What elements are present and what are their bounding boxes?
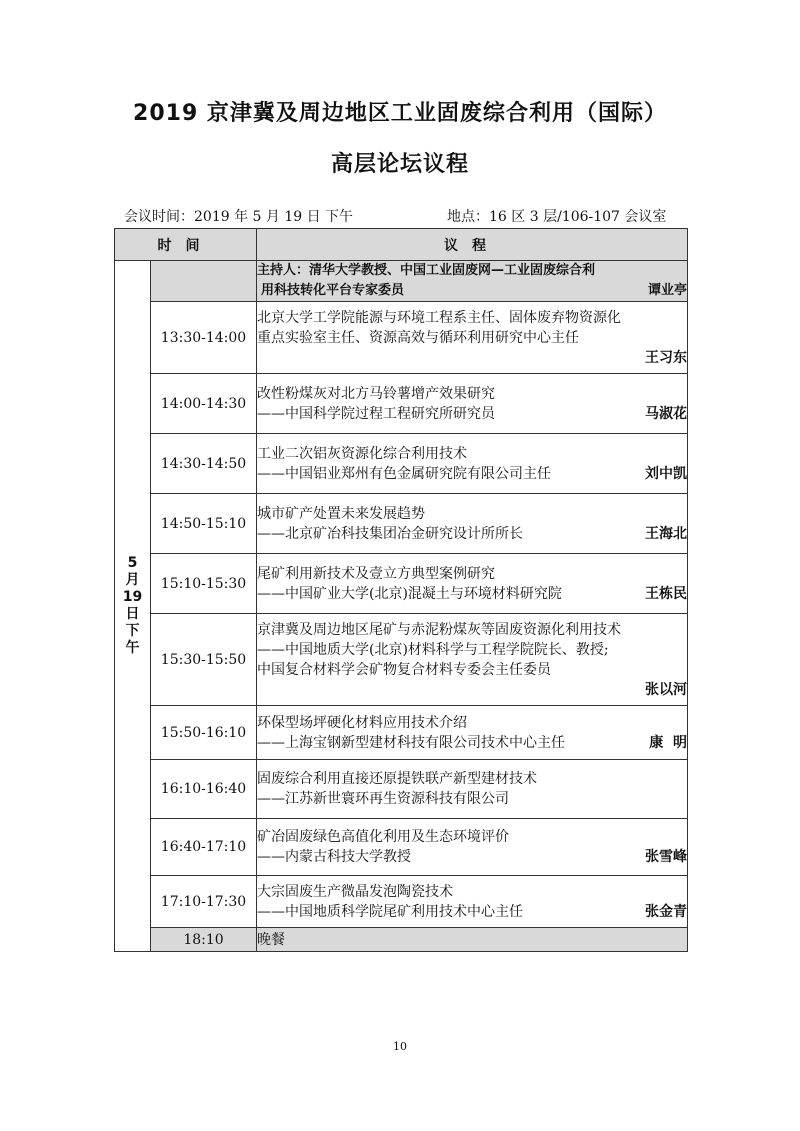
session-content	[257, 819, 688, 876]
session-line: 城市矿产处置未来发展趋势	[257, 505, 425, 522]
table-row	[115, 302, 688, 374]
date-char: 午	[125, 640, 140, 656]
session-speaker: 张雪峰	[645, 849, 687, 865]
session-line: 固废综合利用直接还原提铁联产新型建材技术	[257, 771, 537, 787]
session-time: 15:10-15:30	[151, 554, 257, 614]
session-content	[257, 706, 688, 760]
header-agenda: 议程	[257, 229, 688, 261]
dinner-time: 18:10	[151, 928, 257, 952]
date-char: 月	[125, 572, 140, 588]
session-time: 17:10-17:30	[151, 876, 257, 928]
session-line: ——中国矿业大学(北京)混凝土与环境材料研究院	[257, 585, 562, 602]
header-time: 时间	[115, 229, 257, 261]
host-cell	[257, 261, 688, 302]
date-char: 19	[122, 589, 143, 605]
session-time: 16:40-17:10	[151, 819, 257, 876]
session-content	[257, 554, 688, 614]
session-line: ——中国铝业郑州有色金属研究院有限公司主任	[257, 465, 551, 482]
dinner-row	[115, 928, 688, 952]
table-row	[115, 819, 688, 876]
host-row	[115, 261, 688, 302]
session-time: 15:50-16:10	[151, 706, 257, 760]
date-cell	[115, 261, 151, 952]
session-line: ——上海宝钢新型建材科技有限公司技术中心主任	[257, 734, 565, 751]
session-time: 16:10-16:40	[151, 760, 257, 819]
date-char: 下	[125, 623, 140, 639]
session-speaker: 王习东	[645, 349, 687, 366]
session-time: 14:00-14:30	[151, 374, 257, 434]
meeting-time: 会议时间：2019 年 5 月 19 日 下午	[124, 209, 354, 225]
session-content	[257, 374, 688, 434]
date-char: 5	[127, 555, 138, 571]
session-speaker: 刘中凯	[645, 465, 687, 482]
session-line: ——北京矿冶科技集团冶金研究设计所所长	[257, 525, 523, 542]
session-speaker: 王海北	[645, 525, 687, 542]
session-content	[257, 760, 688, 819]
session-time: 14:50-15:10	[151, 494, 257, 554]
session-line: ——中国地质科学院尾矿利用技术中心主任	[257, 903, 523, 920]
table-row	[115, 494, 688, 554]
document-title-line1: 2019 京津冀及周边地区工业固废综合利用（国际）	[133, 101, 667, 126]
host-name: 谭业亭	[647, 283, 687, 298]
session-line: 工业二次铝灰资源化综合利用技术	[257, 445, 467, 462]
meeting-place: 地点：16 区 3 层/106-107 会议室	[447, 209, 667, 225]
session-time: 15:30-15:50	[151, 614, 257, 706]
table-row	[115, 614, 688, 706]
host-line1: 主持人：清华大学教授、中国工业固废网—工业固废综合利	[257, 263, 596, 278]
dinner-label: 晚餐	[257, 928, 688, 952]
session-line: 大宗固废生产微晶发泡陶瓷技术	[257, 883, 453, 900]
session-content	[257, 876, 688, 928]
host-line2: 用科技转化平台专家委员	[261, 283, 405, 298]
session-line: ——内蒙古科技大学教授	[257, 849, 411, 865]
session-speaker: 马淑花	[645, 405, 687, 422]
table-row	[115, 876, 688, 928]
session-line: 北京大学工学院能源与环境工程系主任、固体废弃物资源化	[257, 309, 621, 326]
session-content	[257, 434, 688, 494]
session-speaker: 康 明	[649, 734, 687, 751]
agenda-table	[114, 228, 688, 952]
session-line: ——江苏新世寰环再生资源科技有限公司	[257, 791, 509, 807]
table-row	[115, 706, 688, 760]
session-line: 环保型场坪硬化材料应用技术介绍	[257, 714, 467, 731]
table-row	[115, 374, 688, 434]
session-time: 13:30-14:00	[151, 302, 257, 374]
session-line: 矿冶固废绿色高值化利用及生态环境评价	[257, 829, 509, 845]
session-content	[257, 614, 688, 706]
table-row	[115, 434, 688, 494]
session-time: 14:30-14:50	[151, 434, 257, 494]
document-title-line2: 高层论坛议程	[330, 152, 469, 177]
session-line: 改性粉煤灰对北方马铃薯增产效果研究	[257, 385, 495, 402]
session-speaker: 王栋民	[645, 585, 687, 602]
table-row	[115, 554, 688, 614]
session-content	[257, 494, 688, 554]
table-header-row	[115, 229, 688, 261]
table-row	[115, 760, 688, 819]
session-line: 尾矿利用新技术及壹立方典型案例研究	[257, 565, 495, 582]
session-line: 重点实验室主任、资源高效与循环利用研究中心主任	[257, 329, 579, 346]
date-char: 日	[125, 606, 140, 622]
session-line: ——中国地质大学(北京)材料科学与工程学院院长、教授;	[257, 641, 609, 658]
page-number: 10	[393, 1040, 407, 1053]
host-time-cell	[151, 261, 257, 302]
session-line: 中国复合材料学会矿物复合材料专委会主任委员	[257, 661, 551, 678]
session-speaker: 张以河	[645, 681, 687, 698]
session-line: 京津冀及周边地区尾矿与赤泥粉煤灰等固废资源化利用技术	[257, 621, 621, 638]
session-line: ——中国科学院过程工程研究所研究员	[257, 405, 495, 422]
session-speaker: 张金青	[645, 903, 687, 920]
session-content	[257, 302, 688, 374]
